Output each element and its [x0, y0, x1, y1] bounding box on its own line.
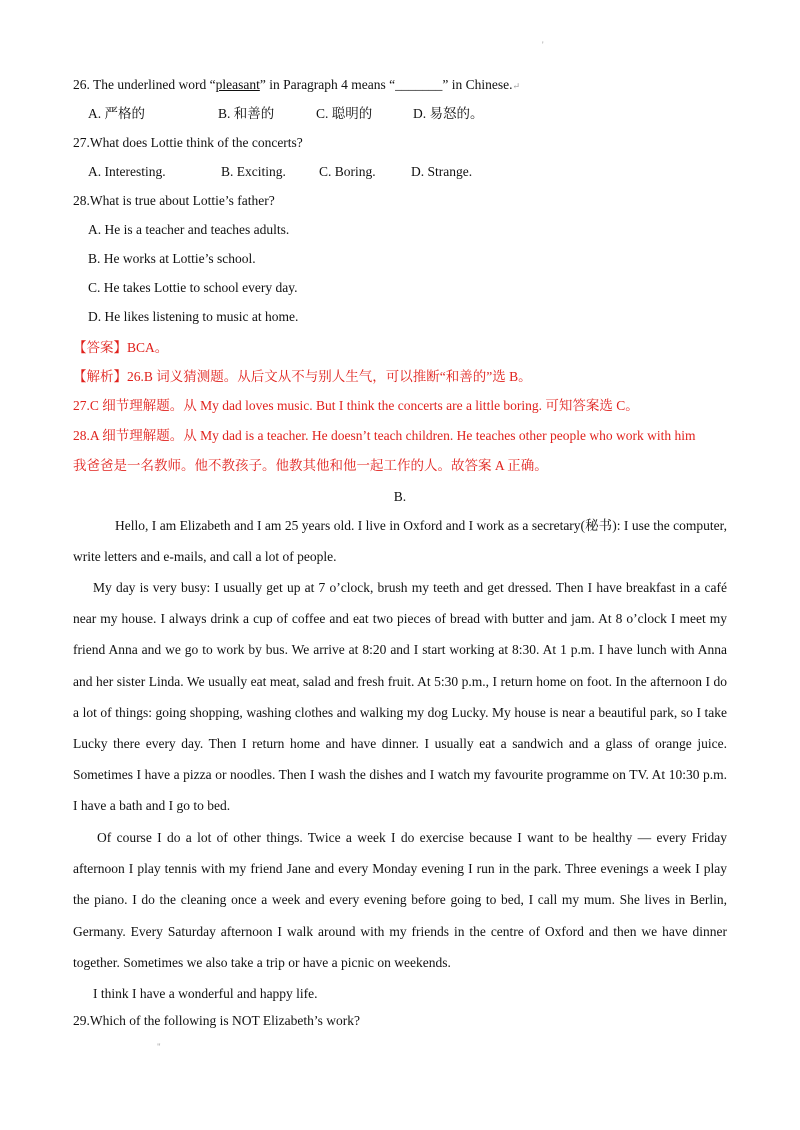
passage-paragraph-3: Of course I do a lot of other things. Twice a week I do exercise because I want to be healthy — every Friday afternoon I play tennis with my friend Jane and every Monday evening I run in the park. Three evenings a week I play the piano. I do the cleaning once a week and every evening before going to bed, I call my mum. She lives in Berlin, Germany. Every Saturday afternoon I walk around with my friends in the centre of Oxford and then we have dinner together. Sometimes we also take a trip or have a picnic on weekends.: [73, 830, 727, 970]
option-a: A. Interesting.: [88, 164, 166, 179]
question-28-option-a: A. He is a teacher and teaches adults.: [88, 222, 290, 237]
option-c: C. Boring.: [319, 164, 376, 179]
section-b-heading: B.: [393, 489, 407, 504]
option-d: D. 易怒的。: [413, 106, 484, 121]
question-28-option-d: D. He likes listening to music at home.: [88, 309, 299, 324]
option-a: A. 严格的: [88, 106, 145, 121]
question-27-options: [88, 163, 472, 181]
question-26-options: [88, 105, 484, 123]
passage-paragraph-2: My day is very busy: I usually get up at 7 o’clock, brush my teeth and get dressed. Then I have breakfast in a café near my house. I always drink a cup of coffee and eat two pieces of bread with butter and jam. At 8 o’clock I meet my friend Anna and we go to work by bus. We arrive at 8:20 and I start working at 8:30. At 1 p.m. I have lunch with Anna and her sister Linda. We usually eat meat, salad and fresh fruit. At 5:30 p.m., I return home on foot. In the afternoon I do a lot of things: going shopping, washing clothes and walking my dog Lucky. My house is near a beautiful park, so I take Lucky there every day. Then I return home and have dinner. I usually eat a sandwich and a glass of orange juice. Sometimes I have a pizza or noodles. Then I wash the dishes and I watch my favourite programme on TV. At 10:30 p.m. I have a bath and I go to bed.: [73, 580, 727, 814]
analysis-line-3: 28.A 细节理解题。从 My dad is a teacher. He doesn’t teach children. He teaches other people who work with him: [73, 428, 696, 443]
question-28-option-b: B. He works at Lottie’s school.: [88, 251, 256, 266]
analysis-line-4: 我爸爸是一名教师。他不教孩子。他教其他和他一起工作的人。故答案 A 正确。: [73, 458, 548, 473]
question-28-stem: 28.What is true about Lottie’s father?: [73, 193, 275, 208]
analysis-line-2: 27.C 细节理解题。从 My dad loves music. But I think the concerts are a little boring. 可知答案选 C。: [73, 398, 639, 413]
option-b: B. Exciting.: [221, 164, 286, 179]
question-29-stem: 29.Which of the following is NOT Elizabeth’s work?: [73, 1013, 360, 1028]
answer-line: 【答案】BCA。: [73, 340, 169, 355]
question-26-stem: 26. The underlined word “pleasant” in Paragraph 4 means “_______” in Chinese.↵: [73, 77, 521, 92]
page-top-mark: ': [542, 40, 544, 50]
page-bottom-mark: ": [157, 1042, 161, 1052]
question-27-stem: 27.What does Lottie think of the concerts?: [73, 135, 303, 150]
option-d: D. Strange.: [411, 164, 473, 179]
option-b: B. 和善的: [218, 106, 275, 121]
passage-paragraph-4: I think I have a wonderful and happy life.: [93, 986, 318, 1001]
analysis-line-1: 【解析】26.B 词义猜测题。从后文从不与别人生气，可以推断“和善的”选 B。: [73, 369, 532, 384]
option-c: C. 聪明的: [316, 106, 373, 121]
question-28-option-c: C. He takes Lottie to school every day.: [88, 280, 298, 295]
underlined-word: pleasant: [215, 77, 260, 92]
passage-paragraph-1: Hello, I am Elizabeth and I am 25 years old. I live in Oxford and I work as a secretary(秘书): I use the computer, write letters and e-mails, and call a lot of people.: [73, 518, 727, 565]
paragraph-mark: ↵: [512, 81, 521, 91]
